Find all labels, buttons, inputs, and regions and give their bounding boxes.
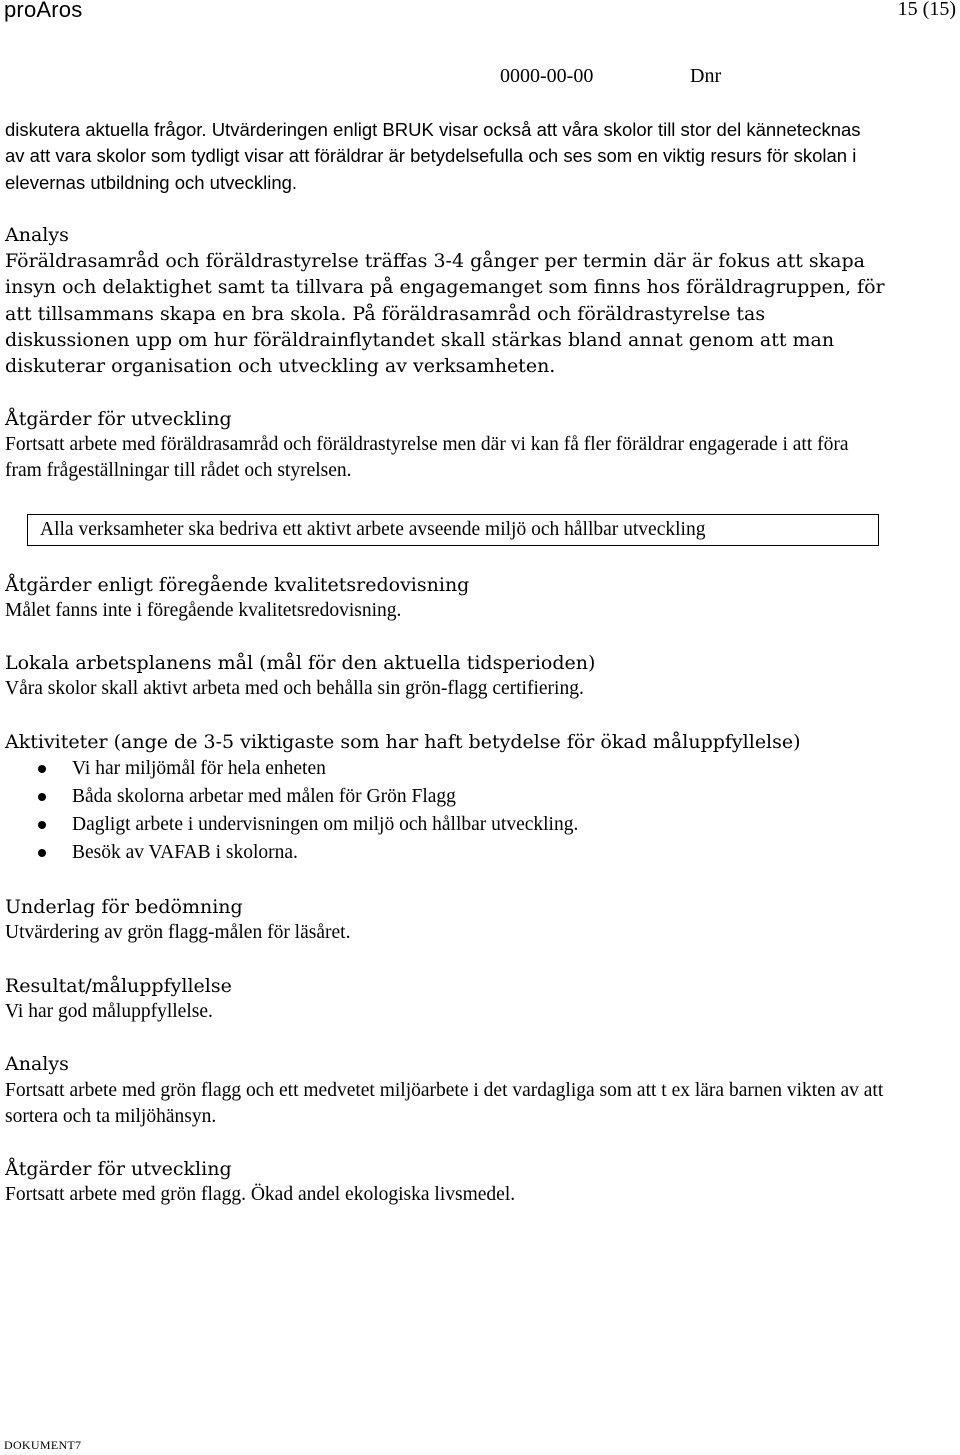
list-item: Båda skolorna arbetar med målen för Grön Flagg bbox=[5, 783, 885, 811]
list-item: Vi har miljömål för hela enheten bbox=[5, 755, 885, 783]
resultat-paragraph: Vi har god måluppfyllelse. bbox=[5, 1000, 213, 1022]
underlag-heading: Underlag för bedömning bbox=[5, 896, 243, 919]
company-name: proAros bbox=[4, 0, 83, 22]
analys-section bbox=[5, 222, 885, 380]
atgarder-heading: Åtgärder för utveckling bbox=[5, 407, 232, 430]
aktiviteter-heading: Aktiviteter (ange de 3-5 viktigaste som har haft betydelse för ökad måluppfyllelse) bbox=[5, 730, 801, 753]
document-date: 0000-00-00 bbox=[500, 65, 594, 87]
analys2-heading: Analys bbox=[5, 1053, 69, 1076]
resultat-heading: Resultat/måluppfyllelse bbox=[5, 974, 232, 997]
analys2-section bbox=[5, 1051, 885, 1130]
aktiviteter-list bbox=[5, 755, 885, 867]
bullet-icon bbox=[38, 849, 46, 857]
list-item: Dagligt arbete i undervisningen om miljö och hållbar utveckling. bbox=[5, 811, 885, 839]
analys-paragraph: Föräldrasamråd och föräldrastyrelse träffas 3-4 gånger per termin där är fokus att skapa insyn och delaktighet samt ta tillvara på engagemanget som finns hos föräldragruppen, för att tillsammans skapa en bra skola. På föräldrasamråd och föräldrastyrelse tas diskussionen upp om hur föräldrainflytandet skall stärkas bland annat genom att man diskuterar organisation och utveckling av verksamheten. bbox=[5, 250, 885, 378]
underlag-paragraph: Utvärdering av grön flagg-målen för läsåret. bbox=[5, 922, 351, 944]
atgarder-section bbox=[5, 406, 885, 485]
document-body bbox=[5, 117, 885, 1209]
foregaende-heading: Åtgärder enligt föregående kvalitetsredovisning bbox=[5, 573, 470, 596]
foregaende-section bbox=[5, 572, 885, 625]
bullet-icon bbox=[38, 793, 46, 801]
lokala-heading: Lokala arbetsplanens mål (mål för den aktuella tidsperioden) bbox=[5, 652, 596, 675]
analys2-paragraph: Fortsatt arbete med grön flagg och ett medvetet miljöarbete i det vardagliga som att t ex lära barnen vikten av att sortera och ta miljöhänsyn. bbox=[5, 1079, 884, 1127]
aktiviteter-section bbox=[5, 729, 885, 867]
list-item: Besök av VAFAB i skolorna. bbox=[5, 839, 885, 867]
foregaende-paragraph: Målet fanns inte i föregående kvalitetsredovisning. bbox=[5, 599, 402, 621]
analys-heading: Analys bbox=[5, 223, 69, 246]
lokala-section bbox=[5, 650, 885, 703]
resultat-section bbox=[5, 973, 885, 1026]
bullet-icon bbox=[38, 821, 46, 829]
document-dnr: Dnr bbox=[690, 65, 722, 87]
atgarder2-heading: Åtgärder för utveckling bbox=[5, 1158, 232, 1181]
goal-box: Alla verksamheter ska bedriva ett aktivt arbete avseende miljö och hållbar utveckling bbox=[27, 514, 879, 546]
document-footer: DOKUMENT7 bbox=[4, 1438, 82, 1452]
bullet-icon bbox=[38, 765, 46, 773]
underlag-section bbox=[5, 894, 885, 947]
atgarder2-section bbox=[5, 1156, 885, 1209]
intro-paragraph: diskutera aktuella frågor. Utvärderingen enligt BRUK visar också att våra skolor till stor del kännetecknas av att vara skolor som tydligt visar att föräldrar är betydelsefulla och ses som en viktig resurs för skolan i elevernas utbildning och utveckling. bbox=[5, 119, 861, 193]
atgarder-paragraph: Fortsatt arbete med föräldrasamråd och föräldrastyrelse men där vi kan få fler föräldrar engagerade i att föra fram frågeställningar till rådet och styrelsen. bbox=[5, 433, 849, 482]
atgarder2-paragraph: Fortsatt arbete med grön flagg. Ökad andel ekologiska livsmedel. bbox=[5, 1184, 516, 1206]
page-number: 15 (15) bbox=[897, 0, 956, 20]
lokala-paragraph: Våra skolor skall aktivt arbeta med och behålla sin grön-flagg certifiering. bbox=[5, 678, 584, 700]
